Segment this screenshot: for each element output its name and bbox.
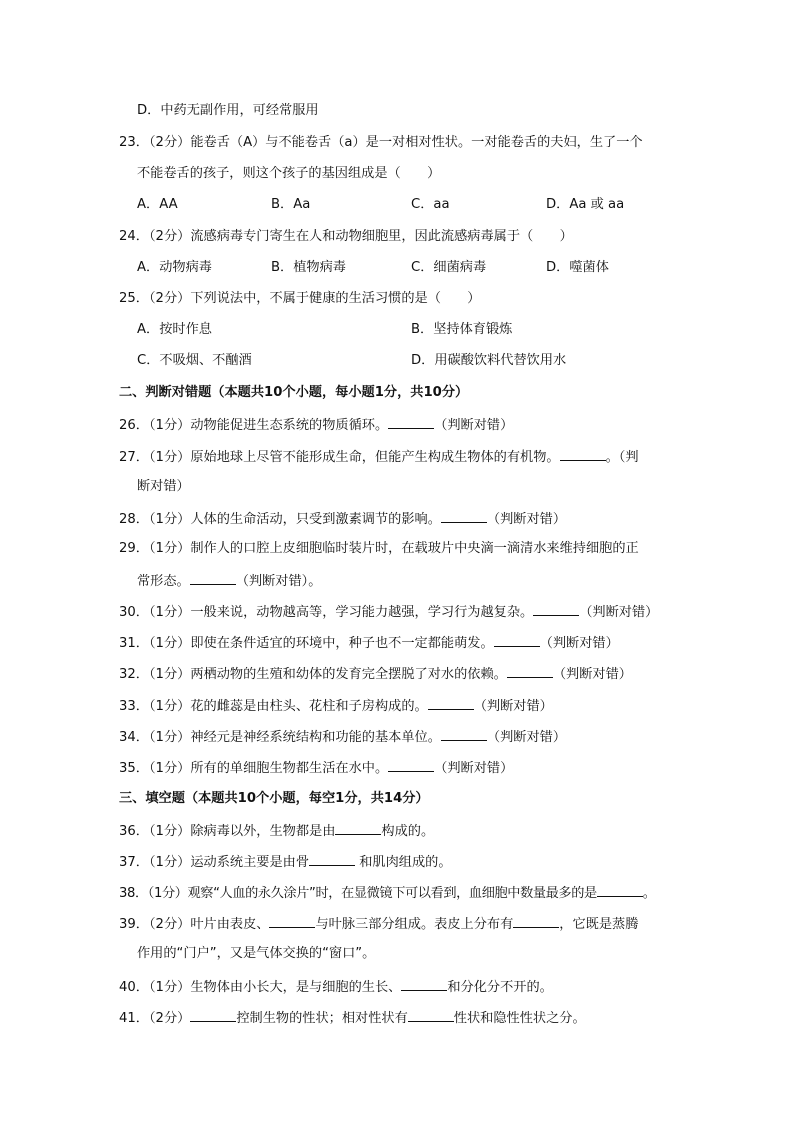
q37-text: 37．（1分）运动系统主要是由骨 (119, 855, 310, 870)
q29-tail: （判断对错）。 (235, 574, 322, 589)
q31-text: 31．（1分）即使在条件适宜的环境中，种子也不一定都能萌发。 (119, 636, 494, 651)
q38 (119, 882, 656, 904)
q32 (119, 663, 632, 685)
q26-tail: （判断对错） (434, 418, 514, 433)
q40-blank (401, 976, 447, 991)
q31 (119, 632, 619, 654)
q27-tail: 。（判 (605, 450, 639, 465)
section-3-title: 三、填空题（本题共10个小题，每空1分，共14分） (119, 791, 429, 806)
q29: 29．（1分）制作人的口腔上皮细胞临时装片时，在载玻片中央滴一滴清水来维持细胞的正 (119, 541, 639, 556)
q39-text: 39．（2分）叶片由表皮、 (119, 917, 270, 932)
q25-option-c: C．不吸烟、不酗酒 (137, 353, 252, 368)
q33-blank (428, 695, 474, 710)
q27-line2: 断对错） (137, 479, 190, 494)
q24-option-b: B．植物病毒 (271, 260, 346, 275)
q28 (119, 508, 566, 530)
q41-tail: 性状和隐性性状之分。 (453, 1011, 586, 1026)
q31-tail: （判断对错） (539, 636, 619, 651)
q37 (119, 851, 452, 873)
q28-tail: （判断对错） (486, 512, 567, 527)
q30-tail: （判断对错） (579, 605, 659, 620)
q35-tail: （判断对错） (434, 761, 514, 776)
q23-option-c: C．aa (411, 197, 450, 212)
q34-blank (441, 726, 487, 741)
q39-blank-2 (513, 913, 559, 928)
q30-text: 30．（1分）一般来说，动物越高等，学习能力越强，学习行为越复杂。 (119, 605, 534, 620)
q23-option-b: B．Aa (271, 197, 311, 212)
q34 (119, 726, 566, 748)
section-2-title: 二、判断对错题（本题共10个小题，每小题1分，共10分） (119, 385, 469, 400)
q30 (119, 601, 658, 623)
q33-tail: （判断对错） (473, 699, 553, 714)
q32-text: 32．（1分）两栖动物的生殖和幼体的发育完全摆脱了对水的依赖。 (119, 667, 507, 682)
q23-stem-line1: 23．（2分）能卷舌（A）与不能卷舌（a）是一对相对性状。一对能卷舌的夫妇，生了一个 (119, 135, 643, 150)
q30-blank (533, 601, 579, 616)
q33-text: 33．（1分）花的雌蕊是由柱头、花柱和子房构成的。 (119, 699, 428, 714)
q37-blank (309, 851, 355, 866)
q39-mid: 与叶脉三部分组成。表皮上分布有 (315, 917, 514, 932)
q40-tail: 和分化分不开的。 (447, 980, 553, 995)
q40 (119, 976, 553, 998)
q35-text: 35．（1分）所有的单细胞生物都生活在水中。 (119, 761, 389, 776)
q38-blank (597, 882, 643, 897)
q24-option-d: D．噬菌体 (546, 260, 609, 275)
q41-blank-2 (408, 1007, 454, 1022)
q29-text: 常形态。 (137, 574, 190, 589)
q24-option-a: A．动物病毒 (137, 260, 212, 275)
q41-blank-1 (190, 1007, 236, 1022)
q24-option-c: C．细菌病毒 (411, 260, 487, 275)
q39 (119, 913, 638, 935)
q41 (119, 1007, 586, 1029)
q25-option-d: D．用碳酸饮料代替饮用水 (411, 353, 567, 368)
q32-blank (507, 663, 553, 678)
q24-stem: 24．（2分）流感病毒专门寄生在人和动物细胞里，因此流感病毒属于（ ） (119, 229, 573, 244)
q31-blank (494, 632, 540, 647)
q35-blank (388, 757, 434, 772)
q39-blank-1 (269, 913, 315, 928)
q40-text: 40．（1分）生物体由小长大，是与细胞的生长、 (119, 980, 402, 995)
q36 (119, 820, 434, 842)
q25-option-b: B．坚持体育锻炼 (411, 322, 513, 337)
q41-mid: 控制生物的性状；相对性状有 (236, 1011, 408, 1026)
q36-text: 36．（1分）除病毒以外，生物都是由 (119, 824, 336, 839)
q36-blank (335, 820, 381, 835)
q27 (119, 446, 639, 468)
q22-option-d: D．中药无副作用，可经常服用 (137, 103, 319, 118)
q23-stem-line2: 不能卷舌的孩子，则这个孩子的基因组成是（ ） (137, 166, 441, 181)
q28-text: 28．（1分）人体的生命活动，只受到激素调节的影响。 (119, 512, 441, 527)
q26 (119, 414, 513, 436)
q26-blank (388, 414, 434, 429)
q39-tail: ，它既是蒸腾 (559, 917, 639, 932)
q27-text: 27．（1分）原始地球上尽管不能形成生命，但能产生构成生物体的有机物。 (119, 450, 560, 465)
q38-tail: 。 (642, 886, 656, 901)
q32-tail: （判断对错） (552, 667, 632, 682)
q29-line2 (137, 570, 321, 592)
q25-stem: 25．（2分）下列说法中，不属于健康的生活习惯的是（ ） (119, 291, 481, 306)
q33 (119, 695, 553, 717)
q26-text: 26．（1分）动物能促进生态系统的物质循环。 (119, 418, 389, 433)
q28-blank (441, 508, 487, 523)
q36-tail: 构成的。 (381, 824, 435, 839)
q35 (119, 757, 513, 779)
q37-tail: 和肌肉组成的。 (355, 855, 452, 870)
q39-line2: 作用的“门户”，又是气体交换的“窗口”。 (137, 946, 376, 961)
q23-option-a: A．AA (137, 197, 178, 212)
q25-option-a: A．按时作息 (137, 322, 212, 337)
q23-option-d: D．Aa 或 aa (546, 197, 625, 212)
q38-text: 38．（1分）观察“人血的永久涂片”时，在显微镜下可以看到，血细胞中数量最多的是 (119, 886, 597, 901)
q41-text: 41．（2分） (119, 1011, 191, 1026)
q34-tail: （判断对错） (486, 730, 567, 745)
q27-blank (560, 446, 606, 461)
q34-text: 34．（1分）神经元是神经系统结构和功能的基本单位。 (119, 730, 441, 745)
q29-blank (190, 570, 236, 585)
